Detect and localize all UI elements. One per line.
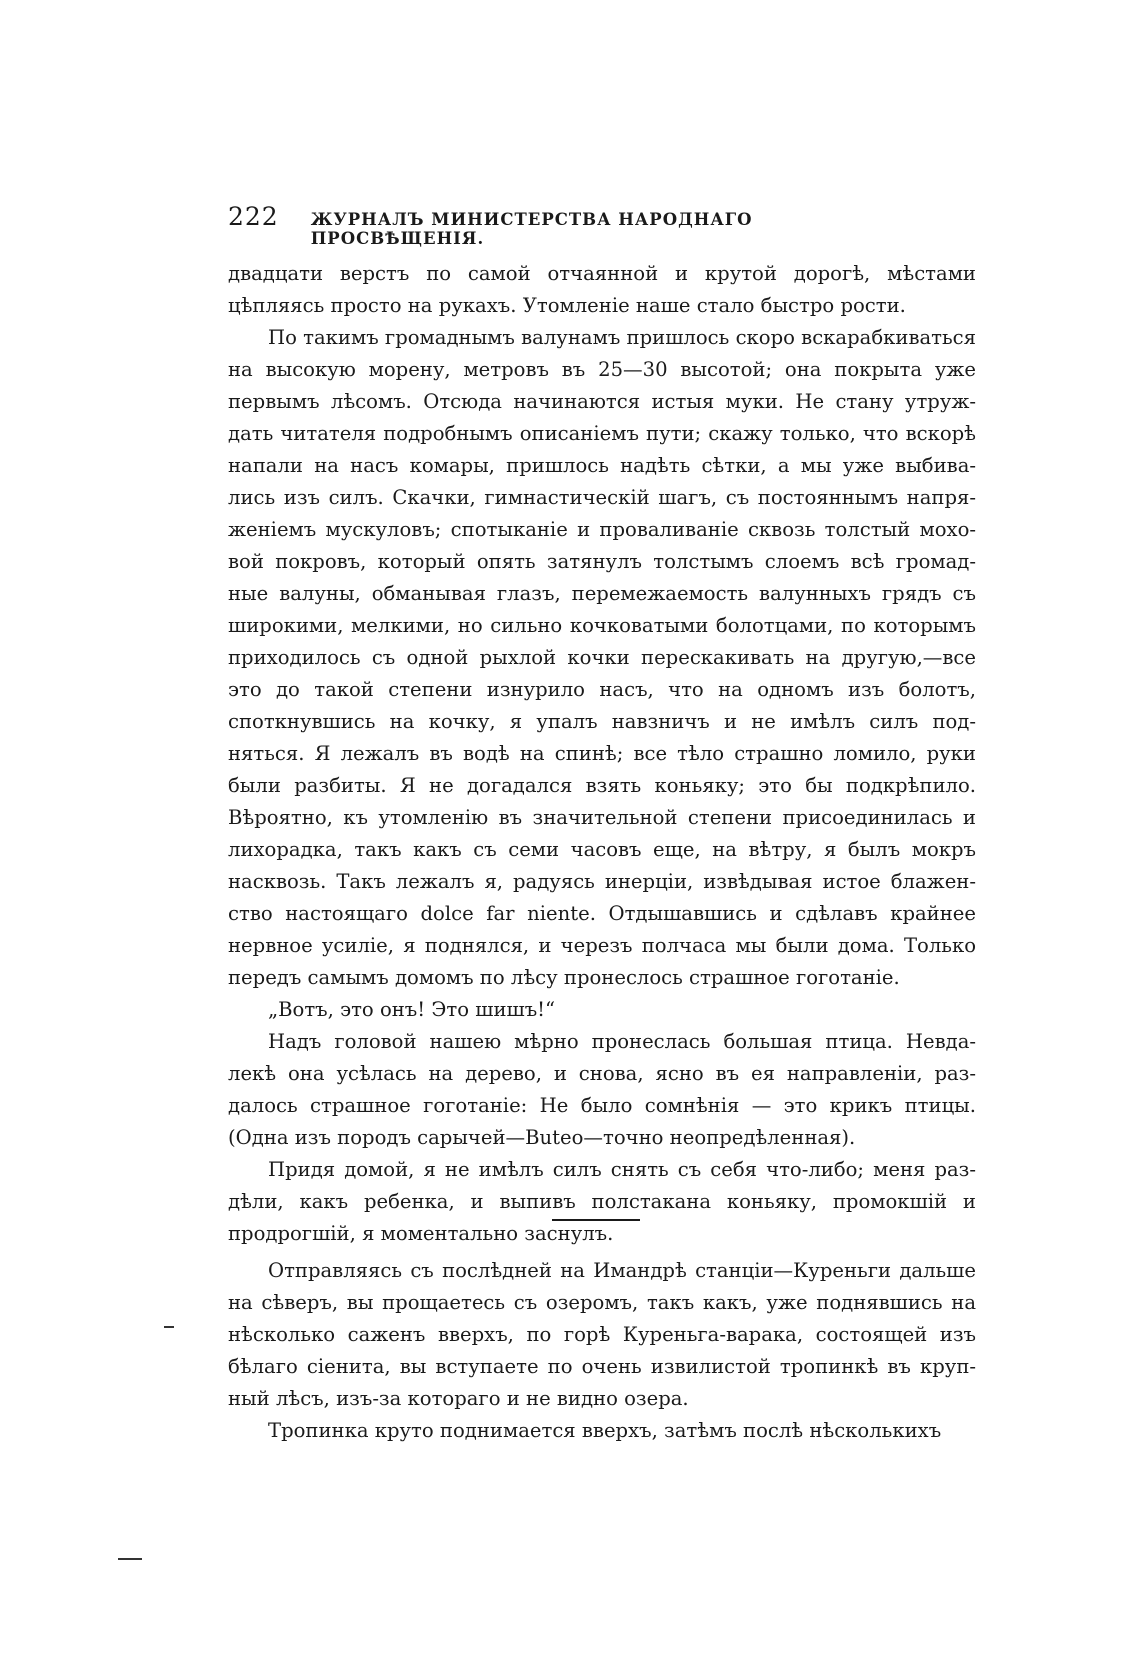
text-line: лись изъ силъ. Скачки, гимнастическій шагъ, съ постояннымъ напря- <box>228 486 976 509</box>
next-section-text <box>228 1255 976 1447</box>
text-line: няться. Я лежалъ въ водѣ на спинѣ; все тѣло страшно ломило, руки <box>228 742 976 765</box>
text-line: Тропинка круто поднимается вверхъ, затѣмъ послѣ нѣсколькихъ <box>268 1419 942 1442</box>
text-line: нѣсколько саженъ вверхъ, по горѣ Куреньга-варака, состоящей изъ <box>228 1323 976 1346</box>
section-divider <box>552 1219 640 1221</box>
text-line: Отправляясь съ послѣдней на Имандрѣ станціи—Куреньги дальше <box>268 1259 976 1282</box>
page-number: 222 <box>228 202 279 231</box>
paragraph <box>228 1026 976 1154</box>
text-line: Вѣроятно, къ утомленію въ значительной степени присоединилась и <box>228 806 976 829</box>
text-line: двадцати верстъ по самой отчаянной и крутой дорогѣ, мѣстами <box>228 262 976 285</box>
text-line: Надъ головой нашею мѣрно пронеслась большая птица. Невда- <box>268 1030 976 1053</box>
text-line: дать читателя подробнымъ описаніемъ пути; скажу только, что вскорѣ <box>228 422 976 445</box>
text-line: на высокую морену, метровъ въ 25—30 высотой; она покрыта уже <box>228 358 976 381</box>
text-line: на сѣверъ, вы прощаетесь съ озеромъ, такъ какъ, уже поднявшись на <box>228 1291 976 1314</box>
text-line: По такимъ громаднымъ валунамъ пришлось скоро вскарабкиваться <box>268 326 976 349</box>
text-line: передъ самымъ домомъ по лѣсу пронеслось страшное гоготаніе. <box>228 966 900 989</box>
main-text-section <box>228 258 976 1250</box>
text-line: приходилось съ одной рыхлой кочки перескакивать на другую,—все <box>228 646 976 669</box>
page-header <box>228 202 878 248</box>
text-line: лихорадка, такъ какъ съ семи часовъ еще, на вѣтру, я былъ мокръ <box>228 838 976 861</box>
margin-mark <box>164 1326 174 1328</box>
text-line: лекѣ она усѣлась на дерево, и снова, ясно въ ея направленіи, раз- <box>228 1062 976 1085</box>
paragraph <box>228 322 976 994</box>
text-line: цѣпляясь просто на рукахъ. Утомленіе наше стало быстро рости. <box>228 294 906 317</box>
text-line: вой покровъ, который опять затянулъ толстымъ слоемъ всѣ громад- <box>228 550 976 573</box>
margin-mark <box>118 1558 142 1560</box>
paragraph <box>228 994 976 1026</box>
text-line: нервное усиліе, я поднялся, и черезъ полчаса мы были дома. Только <box>228 934 976 957</box>
text-line: ный лѣсъ, изъ-за котораго и не видно озера. <box>228 1387 689 1410</box>
paragraph <box>228 258 976 322</box>
text-line: ные валуны, обманывая глазъ, перемежаемость валунныхъ грядъ съ <box>228 582 976 605</box>
paragraph <box>228 1255 976 1415</box>
text-line: широкими, мелкими, но сильно кочковатыми болотцами, по которымъ <box>228 614 976 637</box>
text-line: были разбиты. Я не догадался взять коньяку; это бы подкрѣпило. <box>228 774 976 797</box>
text-line: женіемъ мускуловъ; спотыканіе и проваливаніе сквозь толстый мохо- <box>228 518 976 541</box>
text-line: Придя домой, я не имѣлъ силъ снять съ себя что-либо; меня раз- <box>268 1158 976 1181</box>
text-line: насквозь. Такъ лежалъ я, радуясь инерціи, извѣдывая истое блажен- <box>228 870 976 893</box>
text-line: (Одна изъ породъ сарычей—Buteo—точно неопредѣленная). <box>228 1126 856 1149</box>
paragraph <box>228 1415 976 1447</box>
text-line: бѣлаго сіенита, вы вступаете по очень извилистой тропинкѣ въ круп- <box>228 1355 976 1378</box>
paragraph <box>228 1154 976 1250</box>
text-line: напали на насъ комары, пришлось надѣть сѣтки, а мы уже выбива- <box>228 454 976 477</box>
text-line: это до такой степени изнурило насъ, что на одномъ изъ болотъ, <box>228 678 976 701</box>
text-line: споткнувшись на кочку, я упалъ навзничъ и не имѣлъ силъ под- <box>228 710 976 733</box>
text-line: далось страшное гоготаніе: Не было сомнѣнія — это крикъ птицы. <box>228 1094 976 1117</box>
text-line: первымъ лѣсомъ. Отсюда начинаются истыя муки. Не стану утруж- <box>228 390 976 413</box>
text-line: ство настоящаго dolce far niente. Отдышавшись и сдѣлавъ крайнее <box>228 902 976 925</box>
running-title: ЖУРНАЛЪ МИНИСТЕРСТВА НАРОДНАГО ПРОСВѢЩЕНІЯ. <box>310 210 753 248</box>
text-line: продрогшій, я моментально заснулъ. <box>228 1222 614 1245</box>
text-line: дѣли, какъ ребенка, и выпивъ полстакана коньяку, промокшій и <box>228 1190 976 1213</box>
text-line: „Вотъ, это онъ! Это шишъ!“ <box>268 998 556 1021</box>
